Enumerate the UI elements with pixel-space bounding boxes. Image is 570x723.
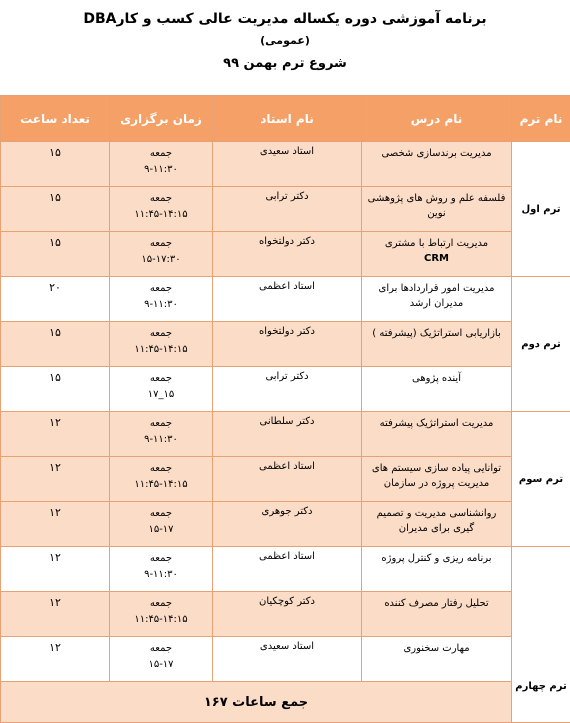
course-name: تحلیل رفتار مصرف کننده [362,592,512,637]
professor-name: استاد سعیدی [213,637,362,682]
hours-value: ۱۲ [1,502,110,547]
professor-name: دکتر دولتخواه [213,322,362,367]
column-header-term: نام ترم [512,96,570,142]
schedule-cell [110,277,213,322]
professor-name: دکتر ترابی [213,187,362,232]
professor-name: دکتر سلطانی [213,412,362,457]
term-name: ترم چهارم [512,547,570,723]
table-row [1,547,570,592]
course-name-abbr: CRM [366,251,507,266]
table-row [1,637,570,682]
course-name: مدیریت امور قراردادها برای مدیران ارشد [362,277,512,322]
term-name: ترم سوم [512,412,570,547]
schedule-day: جمعه [110,236,212,252]
hours-value: ۱۲ [1,412,110,457]
course-name: روانشناسی مدیریت و تصمیم گیری برای مدیران [362,502,512,547]
schedule-time: ۹-۱۱:۳۰ [110,297,212,313]
schedule-cell [110,592,213,637]
table-row [1,367,570,412]
hours-value: ۱۲ [1,547,110,592]
professor-name: استاد اعظمی [213,547,362,592]
hours-value: ۱۵ [1,232,110,277]
total-row [1,682,570,723]
schedule-cell [110,232,213,277]
schedule-day: جمعه [110,506,212,522]
course-name: توانایی پیاده سازی سیستم های مدیریت پروژه در سازمان [362,457,512,502]
course-name: مهارت سخنوری [362,637,512,682]
schedule-day: جمعه [110,641,212,657]
schedule-day: جمعه [110,146,212,162]
schedule-cell [110,547,213,592]
table-row [1,502,570,547]
schedule-cell [110,142,213,187]
hours-value: ۱۵ [1,367,110,412]
professor-name: استاد اعظمی [213,457,362,502]
term-name: ترم اول [512,142,570,277]
table-row [1,232,570,277]
schedule-time: ۱۱:۴۵-۱۴:۱۵ [110,342,212,358]
schedule-day: جمعه [110,281,212,297]
professor-name: استاد سعیدی [213,142,362,187]
column-header-professor: نام استاد [213,96,362,142]
total-hours: جمع ساعات ۱۶۷ [1,682,512,723]
document-header [0,0,570,84]
professor-name: دکتر دولتخواه [213,232,362,277]
schedule-day: جمعه [110,416,212,432]
schedule-time: ۱۵-۱۷ [110,522,212,538]
table-row [1,142,570,187]
hours-value: ۱۲ [1,457,110,502]
schedule-cell [110,322,213,367]
term-name: ترم دوم [512,277,570,412]
hours-value: ۱۵ [1,142,110,187]
schedule-day: جمعه [110,461,212,477]
course-name: مدیریت ارتباط با مشتری [366,236,507,251]
column-header-schedule: زمان برگزاری [110,96,213,142]
schedule-cell [110,637,213,682]
professor-name: دکتر ترابی [213,367,362,412]
schedule-time: ۹-۱۱:۳۰ [110,432,212,448]
schedule-day: جمعه [110,326,212,342]
column-header-course: نام درس [362,96,512,142]
schedule-time: ۱۱:۴۵-۱۴:۱۵ [110,207,212,223]
schedule-time: ۹-۱۱:۳۰ [110,162,212,178]
hours-value: ۱۲ [1,637,110,682]
course-name: آینده پژوهی [362,367,512,412]
hours-value: ۱۲ [1,592,110,637]
schedule-cell [110,412,213,457]
course-name: فلسفه علم و روش های پژوهشی نوین [362,187,512,232]
column-header-hours: تعداد ساعت [1,96,110,142]
course-name-cell [362,232,512,277]
schedule-cell [110,457,213,502]
hours-value: ۲۰ [1,277,110,322]
schedule-day: جمعه [110,191,212,207]
document-title: برنامه آموزشی دوره یکساله مدیریت عالی کسب و کارDBA [0,10,570,28]
schedule-cell [110,367,213,412]
schedule-time: ۱۵_۱۷ [110,387,212,403]
hours-value: ۱۵ [1,187,110,232]
course-name: مدیریت برندسازی شخصی [362,142,512,187]
schedule-cell [110,187,213,232]
table-row [1,322,570,367]
professor-name: دکتر کوچکیان [213,592,362,637]
schedule-cell [110,502,213,547]
table-row [1,412,570,457]
term-start-label: شروع ترم بهمن ۹۹ [0,54,570,74]
schedule-day: جمعه [110,371,212,387]
schedule-time: ۱۱:۴۵-۱۴:۱۵ [110,612,212,628]
schedule-day: جمعه [110,596,212,612]
course-name: بازاریابی استراتژیک (پیشرفته ) [362,322,512,367]
course-name: برنامه ریزی و کنترل پروژه [362,547,512,592]
schedule-day: جمعه [110,551,212,567]
schedule-time: ۱۱:۴۵-۱۴:۱۵ [110,477,212,493]
schedule-time: ۹-۱۱:۳۰ [110,567,212,583]
table-row [1,277,570,322]
table-header-row [1,96,570,142]
schedule-time: ۱۵-۱۷ [110,657,212,673]
course-name: مدیریت استراتژیک پیشرفته [362,412,512,457]
professor-name: دکتر جوهری [213,502,362,547]
hours-value: ۱۵ [1,322,110,367]
table-row [1,592,570,637]
course-schedule-table [0,95,570,723]
professor-name: استاد اعظمی [213,277,362,322]
document-subtitle: (عمومی) [0,30,570,52]
table-row [1,187,570,232]
schedule-time: ۱۵-۱۷:۳۰ [110,252,212,268]
table-row [1,457,570,502]
